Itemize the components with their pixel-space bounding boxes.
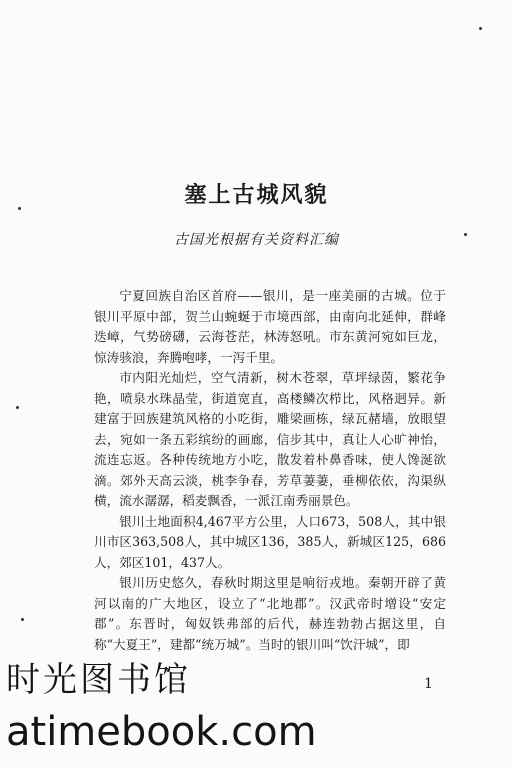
paragraph: 宁夏回族自治区首府——银川，是一座美丽的古城。位于银川平原中部，贺兰山蜿蜒于市境西部，由南向北延伸，群峰迭嶂，气势磅礴，云海苍茫，林涛怒吼。市东黄河宛如巨龙，惊涛骇浪，奔腾咆哮，一泻千里。	[94, 288, 446, 365]
paragraph: 银川历史悠久，春秋时期这里是响衍戎地。秦朝开辟了黄河以南的广大地区，设立了“北地郡”。汉武帝时增设“安定郡”。东晋时，匈奴铁弗部的后代，赫连勃勃占据这里，自称“大夏王”，建都“统万城”。当时的银川叫“饮汗城”，即	[94, 575, 446, 652]
watermark-chinese: 时光图书馆	[6, 660, 191, 700]
margin-speck	[21, 618, 24, 621]
page-title: 塞上古城风貌	[184, 183, 329, 208]
margin-speck	[16, 406, 19, 409]
body-text	[94, 286, 446, 655]
paragraph: 市内阳光灿烂，空气清新，树木苍翠，草坪绿茵，繁花争艳，喷泉水珠晶莹，街道宽直，高楼鳞次栉比，风格迥异。新建富于回族建筑风格的小吃街，雕梁画栋，绿瓦赭墙，放眼望去，宛如一条五彩缤纷的画廊，信步其中，真让人心旷神怡，流连忘返。各种传统地方小吃，散发着朴鼻香味，使人馋涎欲滴。郊外天高云淡，桃李争春，芳草萋萋，垂柳依依，沟渠纵横，流水潺潺，稻麦飘香，一派江南秀丽景色。	[94, 370, 446, 508]
page-number: 1	[424, 676, 433, 692]
margin-speck	[479, 27, 482, 30]
page-subtitle: 古国光根据有关资料汇编	[174, 232, 339, 248]
watermark-url: atimebook.com	[6, 709, 317, 755]
paragraph: 银川土地面积4,467平方公里，人口673，508人，其中银川市区363,508人，其中城区136，385人，新城区125，686人，郊区101，437人。	[94, 513, 446, 570]
